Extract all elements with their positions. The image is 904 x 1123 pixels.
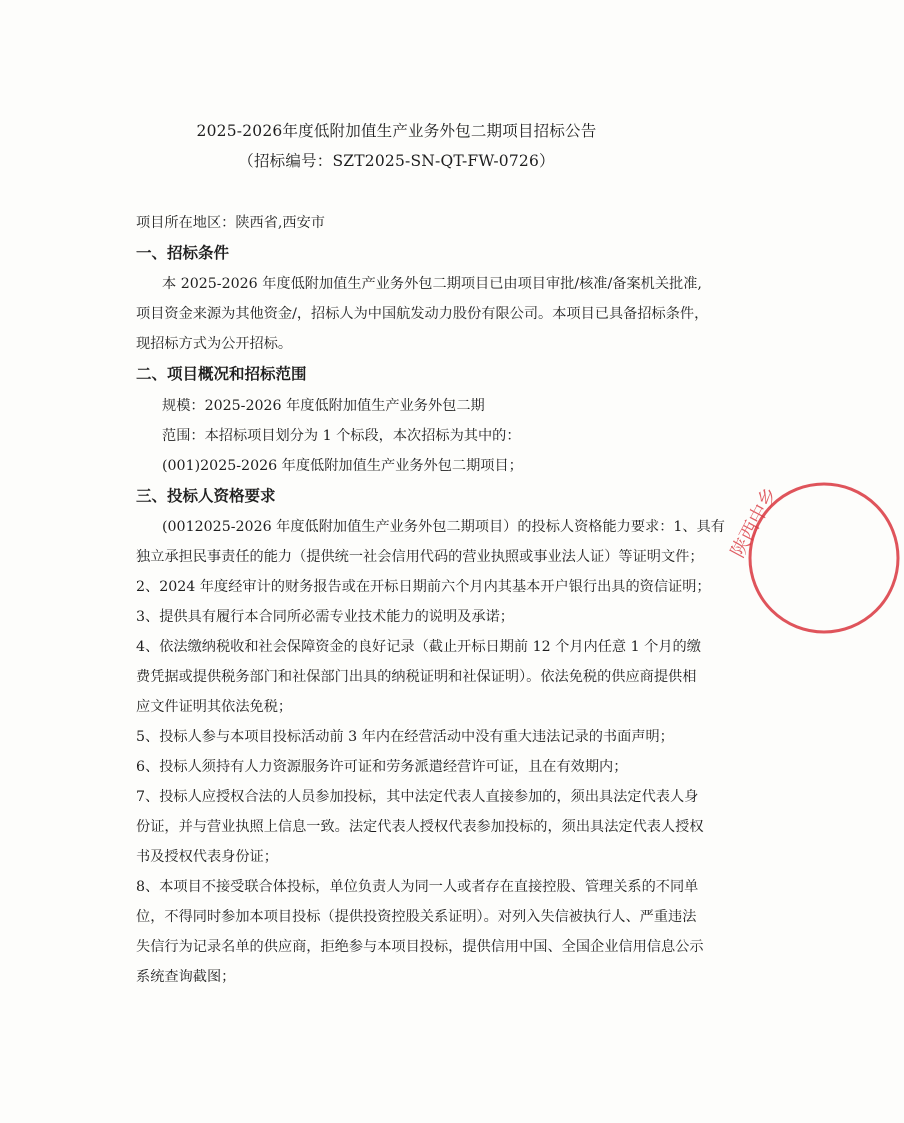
paragraph-line: 4、依法缴纳税收和社会保障资金的良好记录（截止开标日期前 12 个月内任意 1 个月的缴 xyxy=(136,639,701,655)
paragraph-line: 现招标方式为公开招标。 xyxy=(136,336,293,352)
paragraph-line: 2、2024 年度经审计的财务报告或在开标日期前六个月内其基本开户银行出具的资信证明； xyxy=(136,579,711,595)
seal-stamp xyxy=(726,478,904,638)
paragraph-line: 费凭据或提供税务部门和社保部门出具的纳税证明和社保证明）。依法免税的供应商提供相 xyxy=(136,669,697,685)
paragraph-line: 范围：本招标项目划分为 1 个标段，本次招标为其中的： xyxy=(162,428,521,444)
paragraph-line: 书及授权代表身份证； xyxy=(136,849,278,865)
svg-text:陕西中乡: 陕西中乡 xyxy=(726,483,782,562)
paragraph-line: 应文件证明其依法免税； xyxy=(136,699,293,715)
document-title: 2025-2026年度低附加值生产业务外包二期项目招标公告 xyxy=(196,122,597,140)
paragraph-line: 系统查询截图； xyxy=(136,969,236,985)
paragraph-line: 独立承担民事责任的能力（提供统一社会信用代码的营业执照或事业法人证）等证明文件； xyxy=(136,549,704,565)
paragraph-line: 8、本项目不接受联合体投标，单位负责人为同一人或者存在直接控股、管理关系的不同单 xyxy=(136,879,699,895)
paragraph-line: 7、投标人应授权合法的人员参加投标，其中法定代表人直接参加的，须出具法定代表人身 xyxy=(136,789,699,805)
paragraph-line: 5、投标人参与本项目投标活动前 3 年内在经营活动中没有重大违法记录的书面声明； xyxy=(136,729,674,745)
paragraph-line: 规模：2025-2026 年度低附加值生产业务外包二期 xyxy=(162,398,485,414)
paragraph-line: (0012025-2026 年度低附加值生产业务外包二期项目）的投标人资格能力要求：1、具有 xyxy=(162,519,725,535)
project-region: 项目所在地区：陕西省,西安市 xyxy=(136,215,325,231)
paragraph-line: (001)2025-2026 年度低附加值生产业务外包二期项目； xyxy=(162,458,523,474)
paragraph-line: 6、投标人须持有人力资源服务许可证和劳务派遣经营许可证，且在有效期内； xyxy=(136,759,628,775)
paragraph-line: 3、提供具有履行本合同所必需专业技术能力的说明及承诺； xyxy=(136,609,514,625)
paragraph-line: 失信行为记录名单的供应商，拒绝参与本项目投标，提供信用中国、全国企业信用信息公示 xyxy=(136,939,704,955)
section-2-heading: 二、项目概况和招标范围 xyxy=(136,365,307,383)
section-3-heading: 三、投标人资格要求 xyxy=(136,487,276,505)
paragraph-line: 项目资金来源为其他资金/，招标人为中国航发动力股份有限公司。本项目已具备招标条件， xyxy=(136,306,709,322)
paragraph-line: 份证，并与营业执照上信息一致。法定代表人授权代表参加投标的，须出具法定代表人授权 xyxy=(136,819,704,835)
paragraph-line: 本 2025-2026 年度低附加值生产业务外包二期项目已由项目审批/核准/备案机关批准, xyxy=(162,276,702,292)
tender-code: （招标编号：SZT2025-SN-QT-FW-0726） xyxy=(238,152,555,170)
paragraph-line: 位，不得同时参加本项目投标（提供投资控股关系证明）。对列入失信被执行人、严重违法 xyxy=(136,909,697,925)
section-1-heading: 一、招标条件 xyxy=(136,244,230,262)
